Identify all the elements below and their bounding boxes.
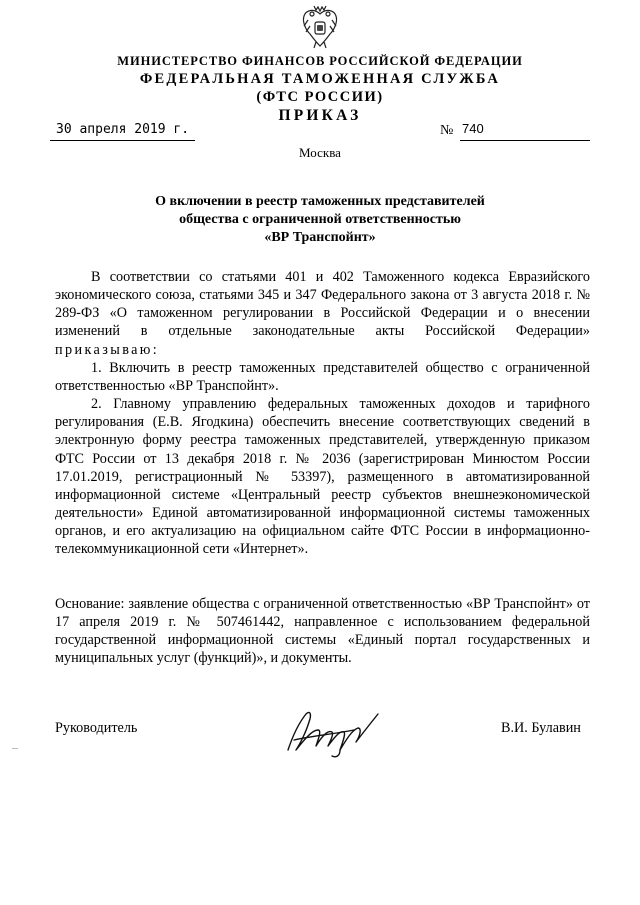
order-word: приказываю: [55,341,160,358]
number-sign: № [440,123,454,138]
margin-mark [12,748,18,749]
coat-of-arms-emblem [300,4,340,50]
order-date: 30 апреля 2019 г. [56,122,190,137]
service-name: ФЕДЕРАЛЬНАЯ ТАМОЖЕННАЯ СЛУЖБА [139,71,501,87]
preamble-paragraph [55,268,590,359]
title-line: О включении в реестр таможенных представителей [155,194,485,209]
number-underline [460,140,590,141]
order-number: 740 [462,121,484,136]
date-underline [50,140,195,141]
ministry-name: МИНИСТЕРСТВО ФИНАНСОВ РОССИЙСКОЙ ФЕДЕРАЦИИ [117,54,523,68]
signer-position: Руководитель [55,720,138,736]
title-line: «ВР Транспойнт» [264,230,376,245]
order-body [55,268,590,559]
document-type: ПРИКАЗ [278,107,362,124]
service-abbreviation: (ФТС РОССИИ) [256,89,384,105]
order-title [60,193,580,247]
city: Москва [299,145,341,160]
basis-paragraph: Основание: заявление общества с ограниченной ответственностью «ВР Транспойнт» от 17 апреля 2019 г. № 507461442, направленное с использованием федеральной государственной информационной системы «Единый портал государственных и муниципальных услуг (функций)», и документы. [55,596,590,667]
title-line: общества с ограниченной ответственностью [179,212,461,227]
handwritten-signature [282,700,392,760]
signer-name: В.И. Булавин [501,720,581,736]
order-item-2: 2. Главному управлению федеральных таможенных доходов и тарифного регулирования (Е.В. Ягодкина) обеспечить внесение соответствующих сведений в электронную форму реестра таможенных представителей, утвержденную приказом ФТС России от 13 декабря 2018 г. № 2036 (зарегистрирован Минюстом России 17.01.2019, регистрационный № 53397), размещенного в автоматизированной информационной системе «Центральный реестр субъектов внешнеэкономической деятельности» Единой автоматизированной информационной системы таможенных органов, и его актуализацию на официальном сайте ФТС России в информационно-телекоммуникационной сети «Интернет». [55,396,590,558]
order-item-1: 1. Включить в реестр таможенных представителей общество с ограниченной ответственностью «ВР Транспойнт». [55,359,590,394]
preamble-text: В соответствии со статьями 401 и 402 Таможенного кодекса Евразийского экономического союза, статьями 345 и 347 Федерального закона от 3 августа 2018 г. № 289-ФЗ «О таможенном регулировании в Российской Федерации и о внесении изменений в отдельные законодательные акты Российской Федерации» [55,269,590,340]
